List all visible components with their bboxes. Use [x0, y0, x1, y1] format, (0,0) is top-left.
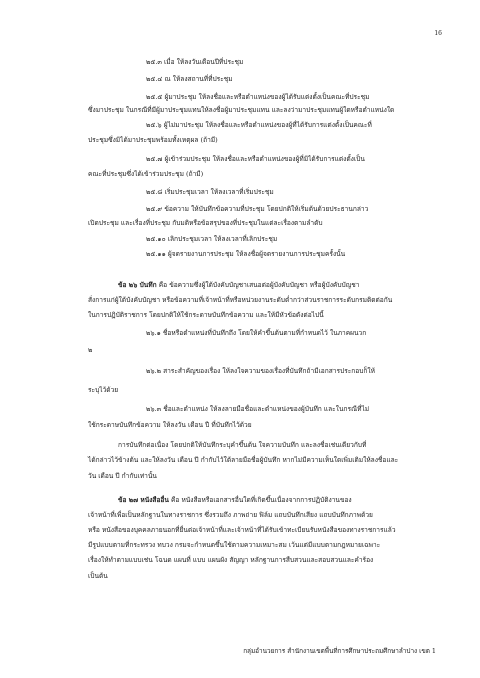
article-26-continuation: ได้กล่าวไว้ข้างต้น และให้ลงวัน เดือน ปี กำกับไว้ใต้ลายมือชื่อผู้บันทึก หากไม่มีความเห็นใดเพิ่มเติมให้ลงชื่อและ — [88, 456, 399, 464]
article-27-heading: ข้อ ๒๗ หนังสืออื่น — [118, 496, 169, 504]
article-27-line: เรื่องให้ทำตามแบบเช่น โฉนด แผนที่ แบบ แผนผัง สัญญา หลักฐานการสืบสวนและสอบสวนและคำร้อง — [88, 556, 374, 564]
article-26-paragraph — [118, 281, 360, 289]
item-25-3: ๒๕.๓ เมื่อ ให้ลงวันเดือนปีที่ประชุม — [146, 58, 244, 66]
article-26-continuation: การบันทึกต่อเนื่อง โดยปกติให้บันทึกระบุคำขึ้นต้น ใจความบันทึก และลงชื่อเช่นเดียวกับที่ — [118, 441, 367, 449]
item-25-11: ๒๕.๑๑ ผู้จดรายงานการประชุม ให้ลงชื่อผู้จดรายงานการประชุมครั้งนั้น — [146, 250, 346, 258]
item-25-8: ๒๕.๘ เริ่มประชุมเวลา ให้ลงเวลาที่เริ่มประชุม — [146, 188, 274, 196]
article-26-line: คือ ข้อความซึ่งผู้ใต้บังคับบัญชาเสนอต่อผู้บังคับบัญชา หรือผู้บังคับบัญชา — [156, 281, 360, 289]
page-number: 16 — [434, 30, 442, 37]
item-25-7-cont: คณะที่ประชุมซึ่งได้เข้าร่วมประชุม (ถ้ามี) — [88, 170, 204, 178]
item-25-6: ๒๕.๖ ผู้ไม่มาประชุม ให้ลงชื่อและหรือตำแหน่งของผู้ที่ได้รับการแต่งตั้งเป็นคณะที่ — [146, 121, 372, 129]
item-26-1: ๒๖.๑ ชื่อหรือตำแหน่งที่บันทึกถึง โดยให้คำขึ้นต้นตามที่กำหนดไว้ ในภาคผนวก — [146, 329, 367, 337]
item-26-1-cont: ๒ — [88, 346, 93, 354]
item-25-9-cont: เปิดประชุม และเรื่องที่ประชุม กับมติหรือข้อสรุปของที่ประชุมในแต่ละเรื่องตามลำดับ — [88, 219, 323, 227]
item-25-5-cont: ซึ่งมาประชุม ในกรณีที่มีผู้มาประชุมแทนให้ลงชื่อผู้มาประชุมแทน และลงว่ามาประชุมแทนผู้ใดหรือตำแหน่งใด — [88, 106, 395, 114]
item-26-2: ๒๖.๒ สาระสำคัญของเรื่อง ให้ลงใจความของเรื่องที่บันทึกถ้ามีเอกสารประกอบก็ให้ — [146, 367, 375, 375]
item-26-3: ๒๖.๓ ชื่อและตำแหน่ง ให้ลงลายมือชื่อและตำแหน่งของผู้บันทึก และในกรณีที่ไม่ — [146, 405, 370, 413]
article-26-continuation: วัน เดือน ปี กำกับเท่านั้น — [88, 472, 157, 480]
article-26-line: ในการปฏิบัติราชการ โดยปกติให้ใช้กระดาษบันทึกข้อความ และให้มีหัวข้อดังต่อไปนี้ — [88, 311, 324, 319]
article-27-line: มีรูปแบบตามที่กระทรวง ทบวง กรมจะกำหนดขึ้นใช้ตามความเหมาะสม เว้นแต่มีแบบตามกฎหมายเฉพาะ — [88, 541, 381, 549]
page-footer: กลุ่มอำนวยการ สำนักงานเขตพื้นที่การศึกษาประถมศึกษาลำปาง เขต 1 — [243, 647, 436, 655]
item-26-3-cont: ใช้กระดาษบันทึกข้อความ ให้ลงวัน เดือน ปี ที่บันทึกไว้ด้วย — [88, 421, 252, 429]
article-27-line: หรือ หนังสือของบุคคลภายนอกที่ยื่นต่อเจ้าหน้าที่และเจ้าหน้าที่ได้รับเข้าทะเบียนรับหนังสือของทางราชการแล้ว — [88, 526, 396, 534]
item-25-4: ๒๕.๔ ณ ให้ลงสถานที่ที่ประชุม — [146, 75, 233, 83]
item-26-2-cont: ระบุไว้ด้วย — [88, 386, 119, 394]
item-25-6-cont: ประชุมซึ่งมิได้มาประชุมพร้อมทั้งเหตุผล (ถ้ามี) — [88, 136, 218, 144]
item-25-7: ๒๕.๗ ผู้เข้าร่วมประชุม ให้ลงชื่อและหรือตำแหน่งของผู้ที่มิได้รับการแต่งตั้งเป็น — [146, 155, 365, 163]
item-25-9: ๒๕.๙ ข้อความ ให้บันทึกข้อความที่ประชุม โดยปกติให้เริ่มต้นด้วยประธานกล่าว — [146, 205, 369, 213]
article-26-line: สั่งการแก่ผู้ใต้บังคับบัญชา หรือข้อความที่เจ้าหน้าที่หรือหน่วยงานระดับต่ำกว่าส่วนราชการระดับกรมติดต่อกัน — [88, 296, 393, 304]
article-27-line: คือ หนังสือหรือเอกสารอื่นใดที่เกิดขึ้นเนื่องจากการปฏิบัติงานของ — [168, 496, 352, 504]
article-27-paragraph — [118, 496, 352, 504]
item-25-5: ๒๕.๕ ผู้มาประชุม ให้ลงชื่อและหรือตำแหน่งของผู้ได้รับแต่งตั้งเป็นคณะที่ประชุม — [146, 93, 370, 101]
article-27-line: เป็นต้น — [88, 572, 108, 580]
item-25-10: ๒๕.๑๐ เลิกประชุมเวลา ให้ลงเวลาที่เลิกประชุม — [146, 235, 278, 243]
article-26-heading: ข้อ ๒๖ บันทึก — [118, 281, 157, 289]
article-27-line: เจ้าหน้าที่เพื่อเป็นหลักฐานในทางราชการ ซึ่งรวมถึง ภาพถ่าย ฟิล์ม แถบบันทึกเสียง แถบบันทึกภาพด้วย — [88, 511, 373, 519]
